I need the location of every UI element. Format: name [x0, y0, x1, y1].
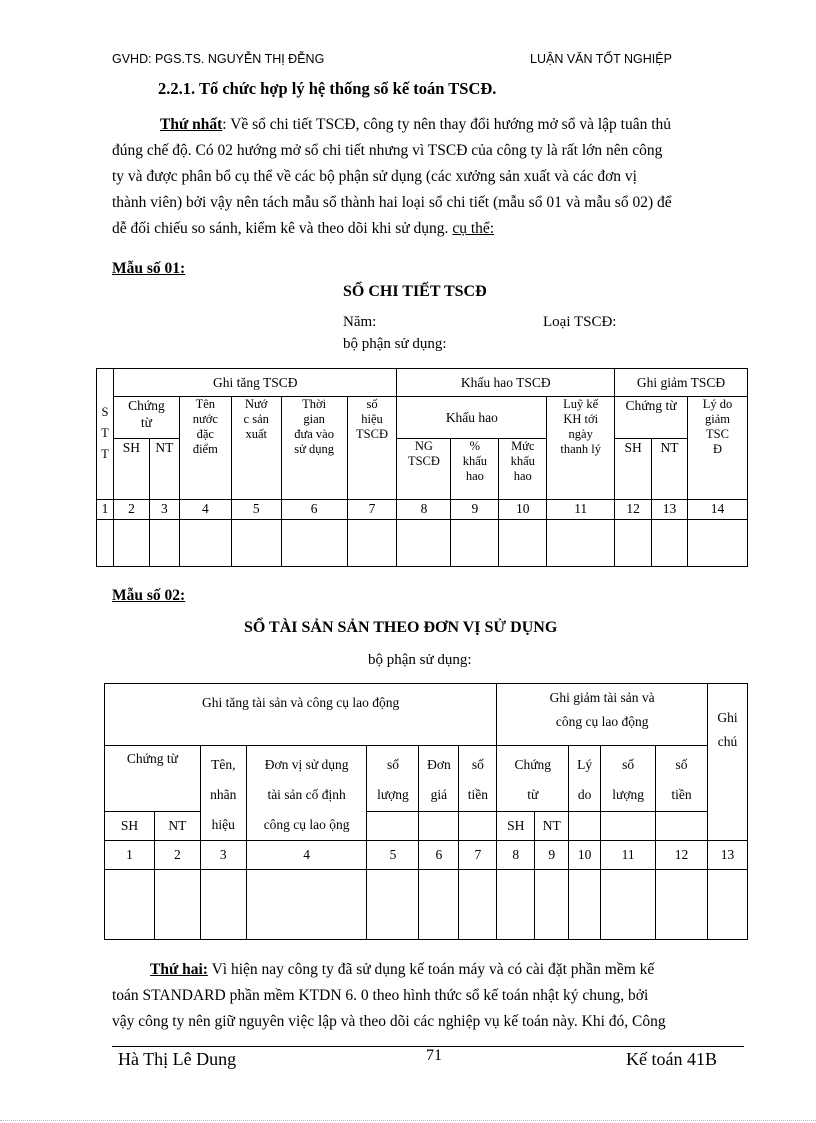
form2-title: SỔ TÀI SẢN SẢN THEO ĐƠN VỊ SỬ DỤNG: [244, 619, 558, 636]
sh-header: SH: [113, 439, 149, 499]
form1-label: Mẫu số 01:: [112, 260, 186, 277]
amount-header: Mức khấu hao: [499, 439, 547, 499]
form2-label: Mẫu số 02:: [112, 587, 186, 604]
form1-year: Năm:: [343, 314, 377, 330]
footer-class: Kế toán 41B: [626, 1049, 717, 1069]
note-header: Ghi chú: [707, 684, 747, 841]
accum-header: Luỹ kế KH tới ngày thanh lý: [547, 397, 615, 500]
lead-first: Thứ nhất: [160, 116, 223, 133]
dec-nt-header: NT: [652, 439, 688, 499]
asset-name-header: Tên nước đặc điểm: [179, 397, 231, 500]
header-thesis: LUẬN VĂN TỐT NGHIỆP: [530, 52, 672, 66]
dec-voucher-header: Chứng từ: [615, 397, 688, 439]
inc-group: Ghi tăng tài sản và công cụ lao động: [105, 684, 497, 746]
footer-author: Hà Thị Lê Dung: [118, 1049, 237, 1069]
voucher-header: Chứng từ: [105, 746, 201, 812]
form2-table: [104, 683, 748, 940]
page-edge: [0, 1120, 816, 1121]
reason-header: Lý do: [569, 746, 601, 812]
section-title: 2.2.1. Tổ chức hợp lý hệ thống sổ kế toán TSCĐ.: [158, 79, 497, 98]
form2-dept: bộ phận sử dụng:: [368, 652, 472, 668]
name-header: Tên, nhãn hiệu: [200, 746, 246, 841]
dec-qty-header: số lượng: [601, 746, 656, 812]
khau-hao-header: Khấu hao: [397, 397, 547, 439]
decrease-group: Ghi giảm TSCĐ: [615, 369, 748, 397]
dec-amount-header: số tiền: [656, 746, 708, 812]
dec-voucher-header: Chứng từ: [497, 746, 569, 812]
form1-table: [96, 368, 748, 567]
price-header: Đơn giá: [419, 746, 459, 812]
paragraph-first: Thứ nhất: Về sổ chi tiết TSCĐ, công ty nên thay đổi hướng mở sổ và lập tuân thủ đúng chế độ. Có 02 hướng mở sổ chi tiết nhưng vì TSCĐ của công ty là rất lớn nên công ty và được phân bổ cụ thể về các bộ phận sử dụng (các xưởng sản xuất và các đơn vị thành viên) bởi vậy nên tách mẫu sổ thành hai loại sổ chi tiết (mẫu sổ 01 và mẫu sổ 02) để dễ đối chiếu so sánh, kiểm kê và theo dõi khi sử dụng. cụ thể:: [112, 116, 672, 237]
country-header: Nướ c sản xuất: [231, 397, 281, 500]
dec-sh-header: SH: [615, 439, 652, 499]
qty-header: số lượng: [367, 746, 419, 812]
form1-blank-row: [97, 519, 748, 566]
form2-number-row: 1 2 3 4 5 6 7 8 9 10 11 12 13: [105, 841, 748, 870]
amount-header: số tiền: [459, 746, 497, 812]
dec-sh-header: SH: [497, 812, 535, 841]
form1-dept: bộ phận sử dụng:: [343, 336, 447, 352]
stt-header: S T T: [97, 369, 114, 500]
depreciation-group: Khấu hao TSCĐ: [397, 369, 615, 397]
nt-header: NT: [149, 439, 179, 499]
lead-second: Thứ hai:: [150, 961, 208, 978]
sh-header: SH: [105, 812, 155, 841]
asset-code-header: số hiệu TSCĐ: [347, 397, 397, 500]
increase-group: Ghi tăng TSCĐ: [113, 369, 397, 397]
dec-group: Ghi giảm tài sản và công cụ lao động: [497, 684, 708, 746]
page-number: 71: [426, 1047, 442, 1064]
form1-title: SỔ CHI TIẾT TSCĐ: [343, 283, 487, 300]
form1-number-row: 1 2 3 4 5 6 7 8 9 10 11 12 13 14: [97, 499, 748, 519]
rate-header: % khấu hao: [451, 439, 499, 499]
unit-header: Đơn vị sử dụng tài sản cố định công cụ lao ộng: [246, 746, 367, 841]
ng-header: NG TSCĐ: [397, 439, 451, 499]
header-advisor: GVHD: PGS.TS. NGUYỄN THỊ ĐỄNG: [112, 52, 325, 66]
dec-nt-header: NT: [535, 812, 569, 841]
time-header: Thời gian đưa vào sử dụng: [281, 397, 347, 500]
reason-header: Lý do giảm TSC Đ: [688, 397, 748, 500]
form2-blank-row: [105, 870, 748, 940]
nt-header: NT: [154, 812, 200, 841]
form1-type: Loại TSCĐ:: [543, 314, 617, 330]
voucher-header: Chứng từ: [113, 397, 179, 439]
paragraph-second: Thứ hai: Vì hiện nay công ty đã sử dụng kế toán máy và có cài đặt phần mềm kế toán STANDARD phần mềm KTDN 6. 0 theo hình thức sổ kế toán nhật ký chung, bởi vậy công ty nên giữ nguyên việc lập và theo dõi các nghiệp vụ kế toán này. Khi đó, Công: [112, 961, 666, 1030]
